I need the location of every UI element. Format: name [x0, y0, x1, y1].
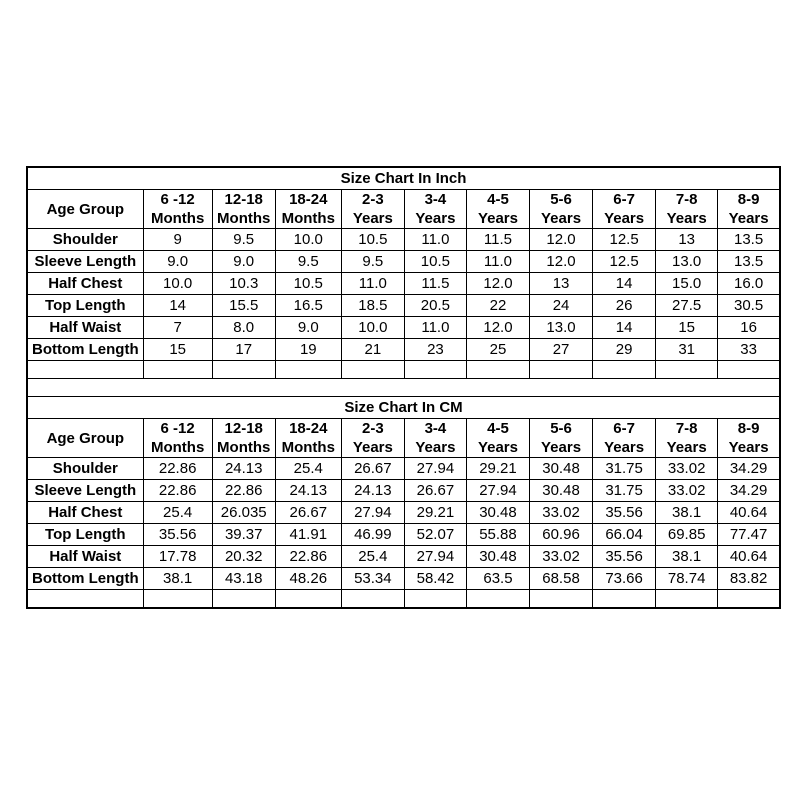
table-title: Size Chart In Inch — [27, 167, 780, 190]
age-column-header — [656, 190, 718, 229]
measurement-value: 38.1 — [656, 502, 718, 524]
measurement-value: 24.13 — [341, 480, 404, 502]
measurement-value: 35.56 — [593, 502, 656, 524]
measurement-value: 31.75 — [593, 480, 656, 502]
age-range-label: 8-9 — [737, 191, 760, 208]
measurement-value: 63.5 — [466, 568, 529, 590]
age-range-label: 4-5 — [487, 191, 509, 208]
age-unit-label: Years — [728, 210, 769, 227]
age-column-header — [718, 419, 780, 458]
measurement-value: 78.74 — [656, 568, 718, 590]
measurement-value: 30.5 — [718, 295, 780, 317]
age-unit-label: Years — [604, 210, 645, 227]
empty-cell — [530, 590, 593, 609]
measurement-value: 12.0 — [466, 317, 529, 339]
empty-cell — [341, 361, 404, 379]
measurement-value: 10.5 — [341, 229, 404, 251]
measurement-value: 11.0 — [466, 251, 529, 273]
empty-cell — [143, 361, 212, 379]
age-range-label: 3-4 — [424, 420, 447, 437]
age-column-header — [275, 419, 341, 458]
measurement-value: 30.48 — [466, 546, 529, 568]
measurement-value: 22 — [466, 295, 529, 317]
age-unit-label: Months — [217, 439, 271, 456]
table-row — [27, 458, 780, 480]
age-range-label: 6 -12 — [160, 420, 195, 437]
table-row — [27, 273, 780, 295]
table-title: Size Chart In CM — [27, 397, 780, 419]
measurement-value: 20.32 — [212, 546, 275, 568]
measurement-value: 26.67 — [275, 502, 341, 524]
measurement-value: 26.035 — [212, 502, 275, 524]
empty-cell — [466, 361, 529, 379]
separator-row — [27, 379, 780, 397]
measurement-value: 27.5 — [656, 295, 718, 317]
measurement-value: 22.86 — [143, 480, 212, 502]
measurement-value: 69.85 — [656, 524, 718, 546]
age-range-label: 6-7 — [613, 191, 635, 208]
measurement-label: Top Length — [27, 524, 143, 546]
measurement-value: 34.29 — [718, 480, 780, 502]
table-title-row — [27, 167, 780, 190]
measurement-value: 10.5 — [275, 273, 341, 295]
header-row — [27, 190, 780, 229]
measurement-value: 25 — [466, 339, 529, 361]
empty-cell — [27, 590, 143, 609]
age-column-header — [341, 419, 404, 458]
measurement-value: 29.21 — [466, 458, 529, 480]
measurement-label: Shoulder — [27, 229, 143, 251]
table-row — [27, 229, 780, 251]
age-column-header — [530, 419, 593, 458]
measurement-value: 24.13 — [212, 458, 275, 480]
measurement-value: 13.5 — [718, 251, 780, 273]
measurement-value: 24.13 — [275, 480, 341, 502]
measurement-value: 13.0 — [656, 251, 718, 273]
age-range-label: 12-18 — [224, 420, 263, 437]
measurement-value: 10.0 — [275, 229, 341, 251]
measurement-value: 39.37 — [212, 524, 275, 546]
age-column-header — [143, 419, 212, 458]
empty-cell — [404, 361, 466, 379]
measurement-value: 10.0 — [143, 273, 212, 295]
table-row — [27, 339, 780, 361]
empty-cell — [593, 590, 656, 609]
empty-row — [27, 590, 780, 609]
separator-cell — [27, 379, 780, 397]
measurement-value: 22.86 — [275, 546, 341, 568]
empty-cell — [404, 590, 466, 609]
measurement-value: 11.5 — [404, 273, 466, 295]
empty-cell — [212, 361, 275, 379]
measurement-value: 27.94 — [466, 480, 529, 502]
empty-cell — [143, 590, 212, 609]
measurement-label: Half Waist — [27, 317, 143, 339]
measurement-value: 27 — [530, 339, 593, 361]
measurement-value: 20.5 — [404, 295, 466, 317]
age-unit-label: Years — [477, 439, 518, 456]
measurement-value: 11.0 — [341, 273, 404, 295]
age-column-header — [466, 419, 529, 458]
measurement-value: 10.0 — [341, 317, 404, 339]
table-row — [27, 546, 780, 568]
measurement-value: 48.26 — [275, 568, 341, 590]
empty-cell — [530, 361, 593, 379]
age-column-header — [593, 190, 656, 229]
measurement-value: 9.5 — [275, 251, 341, 273]
measurement-value: 9.5 — [341, 251, 404, 273]
measurement-value: 33.02 — [530, 502, 593, 524]
measurement-value: 35.56 — [593, 546, 656, 568]
measurement-value: 22.86 — [212, 480, 275, 502]
measurement-value: 27.94 — [341, 502, 404, 524]
measurement-value: 46.99 — [341, 524, 404, 546]
measurement-value: 15 — [143, 339, 212, 361]
measurement-value: 9.0 — [143, 251, 212, 273]
measurement-value: 9.0 — [212, 251, 275, 273]
age-unit-label: Months — [150, 439, 205, 456]
measurement-value: 68.58 — [530, 568, 593, 590]
age-unit-label: Years — [477, 210, 518, 227]
measurement-value: 83.82 — [718, 568, 780, 590]
measurement-value: 30.48 — [530, 458, 593, 480]
measurement-value: 16.0 — [718, 273, 780, 295]
table-row — [27, 317, 780, 339]
measurement-value: 41.91 — [275, 524, 341, 546]
measurement-label: Half Chest — [27, 502, 143, 524]
measurement-value: 11.0 — [404, 229, 466, 251]
empty-cell — [718, 590, 780, 609]
table-row — [27, 251, 780, 273]
age-column-header — [212, 190, 275, 229]
measurement-label: Bottom Length — [27, 339, 143, 361]
measurement-label: Sleeve Length — [27, 251, 143, 273]
empty-cell — [275, 361, 341, 379]
measurement-value: 9.5 — [212, 229, 275, 251]
age-range-label: 2-3 — [362, 191, 384, 208]
age-column-header — [212, 419, 275, 458]
measurement-value: 29 — [593, 339, 656, 361]
age-unit-label: Years — [541, 210, 582, 227]
measurement-value: 27.94 — [404, 546, 466, 568]
measurement-value: 33.02 — [530, 546, 593, 568]
empty-cell — [466, 590, 529, 609]
age-unit-label: Years — [728, 439, 769, 456]
empty-row — [27, 361, 780, 379]
age-range-label: 18-24 — [289, 420, 328, 437]
age-column-header — [718, 190, 780, 229]
measurement-value: 40.64 — [718, 546, 780, 568]
measurement-value: 26.67 — [404, 480, 466, 502]
age-column-header — [341, 190, 404, 229]
measurement-value: 14 — [593, 273, 656, 295]
table-row — [27, 524, 780, 546]
measurement-value: 16 — [718, 317, 780, 339]
measurement-value: 53.34 — [341, 568, 404, 590]
age-range-label: 4-5 — [487, 420, 509, 437]
measurement-value: 22.86 — [143, 458, 212, 480]
measurement-label: Sleeve Length — [27, 480, 143, 502]
measurement-label: Half Waist — [27, 546, 143, 568]
empty-cell — [341, 590, 404, 609]
measurement-value: 14 — [143, 295, 212, 317]
measurement-value: 10.3 — [212, 273, 275, 295]
age-column-header — [143, 190, 212, 229]
measurement-value: 55.88 — [466, 524, 529, 546]
age-unit-label: Months — [281, 439, 335, 456]
measurement-value: 33 — [718, 339, 780, 361]
measurement-value: 21 — [341, 339, 404, 361]
measurement-value: 12.0 — [530, 229, 593, 251]
measurement-value: 38.1 — [143, 568, 212, 590]
measurement-value: 12.0 — [466, 273, 529, 295]
measurement-value: 16.5 — [275, 295, 341, 317]
age-unit-label: Years — [415, 439, 456, 456]
age-range-label: 6 -12 — [160, 191, 195, 208]
empty-cell — [212, 590, 275, 609]
measurement-value: 12.0 — [530, 251, 593, 273]
age-range-label: 8-9 — [737, 420, 760, 437]
measurement-value: 27.94 — [404, 458, 466, 480]
age-column-header — [466, 190, 529, 229]
table-row — [27, 568, 780, 590]
measurement-value: 9 — [143, 229, 212, 251]
size-chart-body — [27, 167, 780, 608]
measurement-value: 58.42 — [404, 568, 466, 590]
age-range-label: 6-7 — [613, 420, 635, 437]
measurement-value: 15.0 — [656, 273, 718, 295]
header-row — [27, 419, 780, 458]
age-range-label: 5-6 — [550, 420, 572, 437]
measurement-value: 33.02 — [656, 480, 718, 502]
measurement-value: 34.29 — [718, 458, 780, 480]
table-row — [27, 502, 780, 524]
age-unit-label: Years — [604, 439, 645, 456]
age-unit-label: Years — [666, 210, 707, 227]
age-column-header — [530, 190, 593, 229]
age-unit-label: Years — [352, 210, 393, 227]
empty-cell — [656, 590, 718, 609]
measurement-value: 17 — [212, 339, 275, 361]
age-unit-label: Years — [666, 439, 707, 456]
table-row — [27, 295, 780, 317]
measurement-value: 18.5 — [341, 295, 404, 317]
age-unit-label: Years — [541, 439, 582, 456]
age-unit-label: Months — [281, 210, 335, 227]
measurement-value: 52.07 — [404, 524, 466, 546]
table-row — [27, 480, 780, 502]
measurement-value: 15 — [656, 317, 718, 339]
measurement-label: Top Length — [27, 295, 143, 317]
measurement-value: 11.0 — [404, 317, 466, 339]
measurement-label: Shoulder — [27, 458, 143, 480]
measurement-value: 25.4 — [341, 546, 404, 568]
measurement-value: 26 — [593, 295, 656, 317]
measurement-value: 31 — [656, 339, 718, 361]
empty-cell — [275, 590, 341, 609]
age-column-header — [404, 190, 466, 229]
age-range-label: 18-24 — [289, 191, 328, 208]
measurement-value: 60.96 — [530, 524, 593, 546]
measurement-value: 77.47 — [718, 524, 780, 546]
age-column-header — [404, 419, 466, 458]
measurement-value: 40.64 — [718, 502, 780, 524]
empty-cell — [718, 361, 780, 379]
measurement-value: 35.56 — [143, 524, 212, 546]
age-unit-label: Years — [415, 210, 456, 227]
age-range-label: 3-4 — [424, 191, 447, 208]
measurement-label: Bottom Length — [27, 568, 143, 590]
measurement-value: 7 — [143, 317, 212, 339]
measurement-value: 25.4 — [143, 502, 212, 524]
age-unit-label: Years — [352, 439, 393, 456]
empty-cell — [593, 361, 656, 379]
measurement-value: 12.5 — [593, 251, 656, 273]
measurement-value: 25.4 — [275, 458, 341, 480]
measurement-value: 14 — [593, 317, 656, 339]
measurement-value: 30.48 — [530, 480, 593, 502]
measurement-value: 73.66 — [593, 568, 656, 590]
measurement-value: 33.02 — [656, 458, 718, 480]
age-range-label: 12-18 — [224, 191, 263, 208]
measurement-value: 11.5 — [466, 229, 529, 251]
age-column-header — [593, 419, 656, 458]
age-group-header: Age Group — [27, 190, 143, 229]
age-range-label: 7-8 — [675, 191, 698, 208]
measurement-value: 13 — [530, 273, 593, 295]
empty-cell — [656, 361, 718, 379]
measurement-value: 29.21 — [404, 502, 466, 524]
measurement-value: 23 — [404, 339, 466, 361]
age-range-label: 2-3 — [362, 420, 384, 437]
age-range-label: 7-8 — [675, 420, 698, 437]
age-column-header — [275, 190, 341, 229]
measurement-value: 17.78 — [143, 546, 212, 568]
measurement-value: 9.0 — [275, 317, 341, 339]
measurement-value: 30.48 — [466, 502, 529, 524]
measurement-value: 66.04 — [593, 524, 656, 546]
table-title-row — [27, 397, 780, 419]
measurement-value: 13.5 — [718, 229, 780, 251]
age-group-header: Age Group — [27, 419, 143, 458]
age-range-label: 5-6 — [550, 191, 572, 208]
age-unit-label: Months — [150, 210, 205, 227]
measurement-value: 12.5 — [593, 229, 656, 251]
age-unit-label: Months — [217, 210, 271, 227]
empty-cell — [27, 361, 143, 379]
measurement-value: 8.0 — [212, 317, 275, 339]
measurement-value: 24 — [530, 295, 593, 317]
measurement-value: 19 — [275, 339, 341, 361]
measurement-value: 26.67 — [341, 458, 404, 480]
measurement-label: Half Chest — [27, 273, 143, 295]
measurement-value: 13 — [656, 229, 718, 251]
size-chart-table — [26, 166, 781, 609]
measurement-value: 38.1 — [656, 546, 718, 568]
measurement-value: 15.5 — [212, 295, 275, 317]
measurement-value: 10.5 — [404, 251, 466, 273]
measurement-value: 13.0 — [530, 317, 593, 339]
measurement-value: 43.18 — [212, 568, 275, 590]
measurement-value: 31.75 — [593, 458, 656, 480]
age-column-header — [656, 419, 718, 458]
